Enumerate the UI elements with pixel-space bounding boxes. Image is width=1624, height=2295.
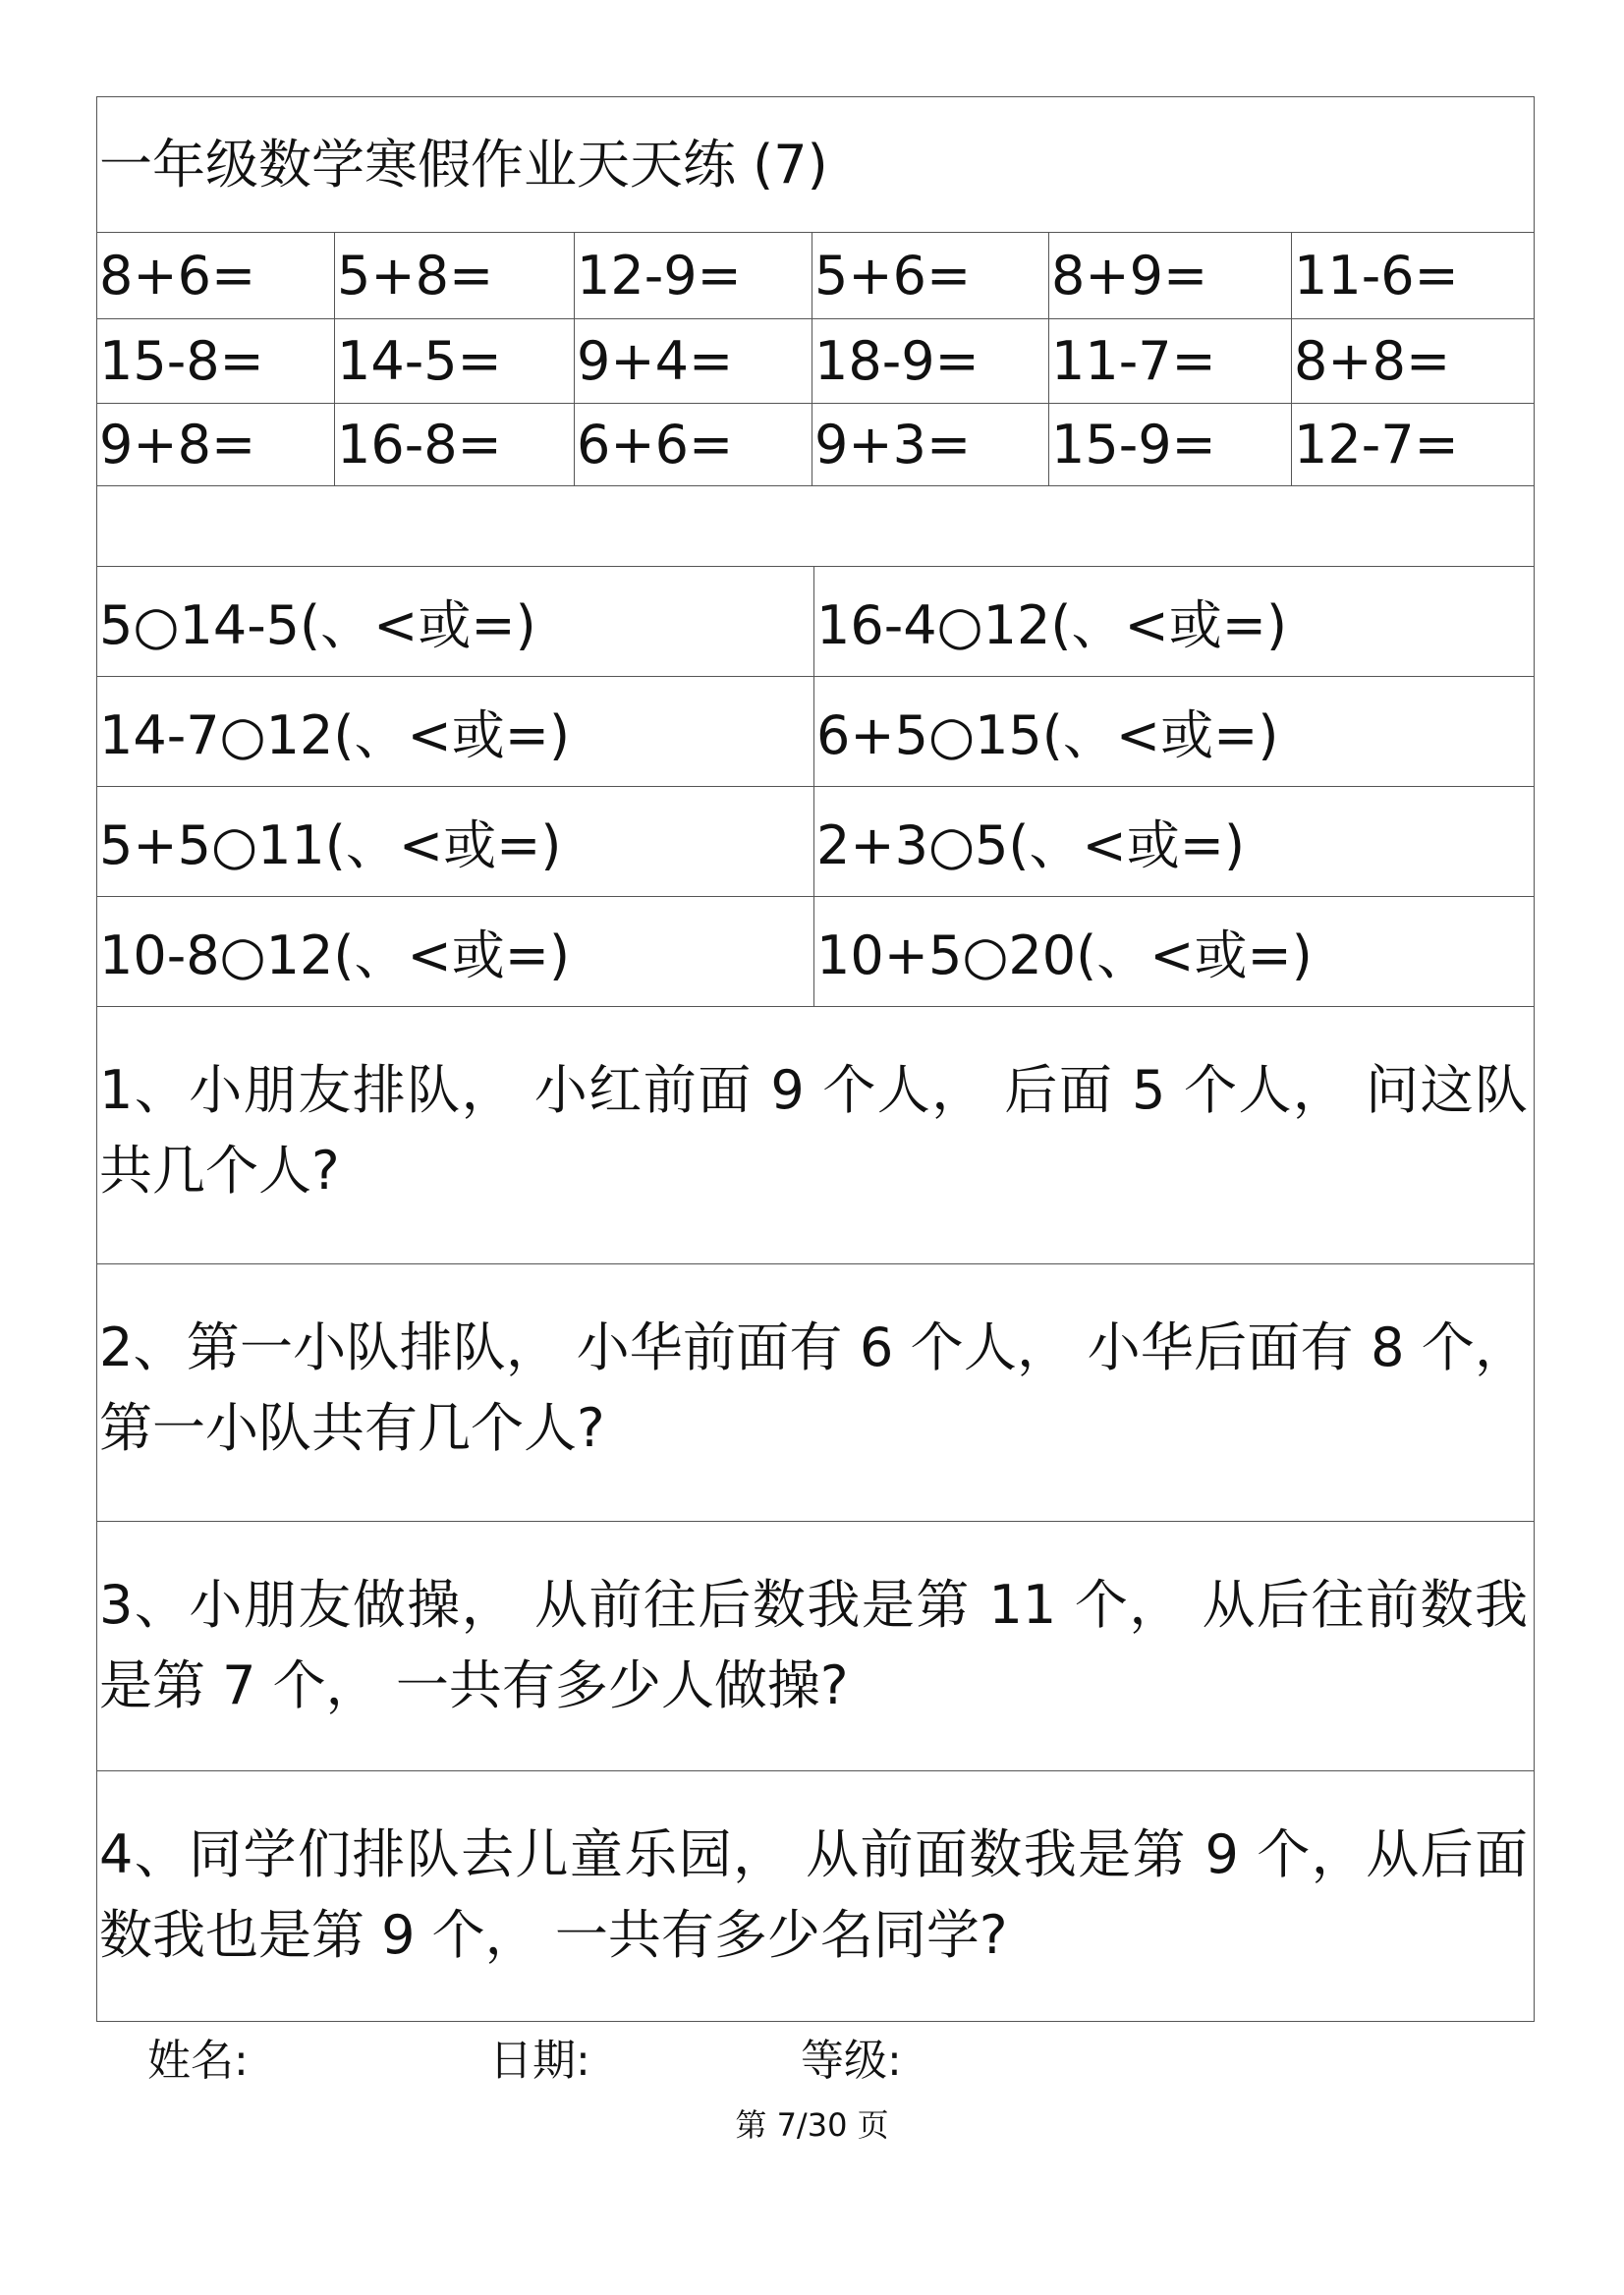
calc-cell: 12-9= [575,233,812,318]
calc-cell: 6+6= [575,404,812,485]
calc-cell: 12-7= [1294,414,1459,476]
compare-row [97,677,1534,787]
calc-cell: 18-9= [812,319,1049,403]
calc-cell: 11-7= [1049,319,1292,403]
calc-row [97,233,1534,319]
calc-cell: 8+6= [97,233,335,318]
page-number: 第 7/30 页 [735,2106,889,2144]
calc-cell: 15-9= [1049,404,1292,485]
calc-row [97,319,1534,404]
compare-row [97,897,1534,1007]
worksheet-title: 一年级数学寒假作业天天练 (7) [97,97,1534,233]
name-label: 姓名: [147,2036,249,2086]
grade-label: 等级: [801,2036,902,2086]
calc-cell: 16-8= [335,404,575,485]
calc-row [97,404,1534,486]
calc-cell: 5+6= [812,233,1049,318]
compare-cell: 10+5○20(、<或=) [816,924,1313,986]
blank-row [97,486,1534,567]
calc-cell: 11-6= [1294,245,1459,307]
compare-row [97,567,1534,677]
calc-cell: 9+8= [97,404,335,485]
compare-cell: 14-7○12(、<或=) [97,677,814,786]
calc-cell: 8+9= [1049,233,1292,318]
calc-cell: 9+3= [812,404,1049,485]
calc-cell: 9+4= [575,319,812,403]
compare-row [97,787,1534,897]
word-problem: 3、小朋友做操， 从前往后数我是第 11 个， 从后往前数我是第 7 个， 一共有多少人做操? [97,1522,1534,1771]
compare-cell: 6+5○15(、<或=) [816,704,1279,766]
calc-cell: 8+8= [1294,330,1451,392]
calc-cell: 14-5= [335,319,575,403]
date-label: 日期: [489,2036,590,2086]
word-problem: 2、第一小队排队， 小华前面有 6 个人， 小华后面有 8 个，第一小队共有几个人? [97,1264,1534,1522]
worksheet-table [96,96,1535,2022]
calc-cell: 5+8= [335,233,575,318]
compare-cell: 16-4○12(、<或=) [816,594,1288,656]
compare-cell: 2+3○5(、<或=) [816,814,1246,876]
word-problem: 1、小朋友排队， 小红前面 9 个人， 后面 5 个人， 问这队共几个人? [97,1007,1534,1264]
compare-cell: 5○14-5(、<或=) [97,567,814,676]
compare-cell: 10-8○12(、<或=) [97,897,814,1006]
word-problem: 4、同学们排队去儿童乐园， 从前面数我是第 9 个，从后面数我也是第 9 个， 一共有多少名同学? [99,1823,1528,1966]
calc-cell: 15-8= [97,319,335,403]
compare-cell: 5+5○11(、<或=) [97,787,814,896]
